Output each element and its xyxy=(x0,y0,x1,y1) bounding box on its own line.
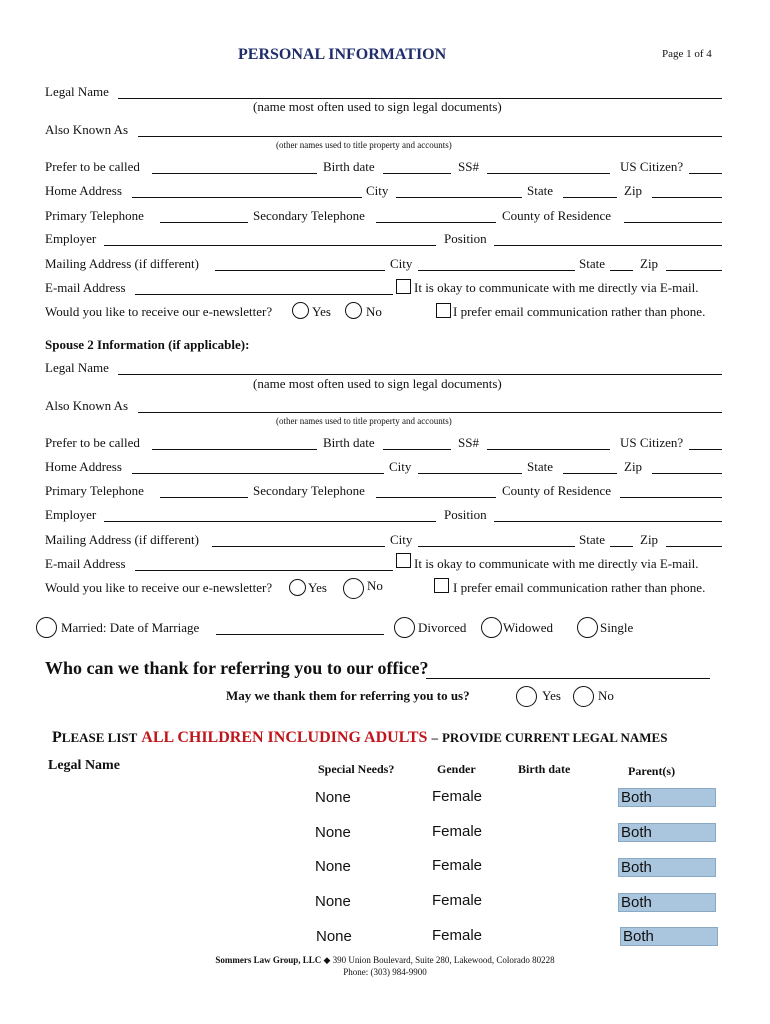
referral-yes-radio[interactable] xyxy=(516,686,537,707)
child-gender[interactable]: Female xyxy=(432,788,483,805)
spouse-primary-tel-field[interactable] xyxy=(160,483,248,498)
child-gender[interactable]: Female xyxy=(432,892,483,909)
county-field[interactable] xyxy=(624,208,722,223)
col-parents: Parent(s) xyxy=(628,764,676,778)
email-label: E-mail Address xyxy=(45,280,126,295)
spouse-city-field[interactable] xyxy=(418,459,522,474)
mailing-label: Mailing Address (if different) xyxy=(45,256,199,271)
child-special-needs[interactable]: None xyxy=(315,893,351,910)
child-parents-field[interactable]: Both xyxy=(618,858,716,877)
state-label: State xyxy=(527,183,553,198)
referral-question: Who can we thank for referring you to our office? xyxy=(45,658,429,678)
ss-field[interactable] xyxy=(487,159,610,174)
single-radio[interactable] xyxy=(577,617,598,638)
spouse-legal-name-label: Legal Name xyxy=(45,360,109,375)
spouse-citizen-field[interactable] xyxy=(689,435,722,450)
mailing-city-field[interactable] xyxy=(418,256,575,271)
spouse-city-label: City xyxy=(389,459,412,474)
primary-tel-field[interactable] xyxy=(160,208,248,223)
home-field[interactable] xyxy=(132,183,362,198)
primary-tel-label: Primary Telephone xyxy=(45,208,144,223)
spouse-mailing-label: Mailing Address (if different) xyxy=(45,532,199,547)
single-label: Single xyxy=(600,620,634,635)
aka-hint: (other names used to title property and accounts) xyxy=(276,140,452,150)
spouse-position-label: Position xyxy=(444,507,487,522)
mailing-zip-label: Zip xyxy=(640,256,659,271)
spouse-email-field[interactable] xyxy=(135,556,393,571)
spouse-zip-field[interactable] xyxy=(652,459,722,474)
referral-yes-label: Yes xyxy=(542,688,561,703)
spouse-newsletter-label: Would you like to receive our e-newsletter? xyxy=(45,580,273,595)
diamond-icon: ◆ xyxy=(323,955,331,965)
spouse-mailing-zip-field[interactable] xyxy=(666,532,722,547)
employer-label: Employer xyxy=(45,231,97,246)
home-label: Home Address xyxy=(45,183,122,198)
mailing-zip-field[interactable] xyxy=(666,256,722,271)
spouse-aka-hint: (other names used to title property and accounts) xyxy=(276,416,452,426)
prefer-label: Prefer to be called xyxy=(45,159,140,174)
spouse-prefer-field[interactable] xyxy=(152,435,317,450)
child-special-needs[interactable]: None xyxy=(316,928,352,945)
city-label: City xyxy=(366,183,389,198)
legal-name-field[interactable] xyxy=(118,84,722,99)
spouse-prefer-label: Prefer to be called xyxy=(45,435,140,450)
married-label: Married: Date of Marriage xyxy=(61,620,200,635)
aka-label: Also Known As xyxy=(45,122,129,137)
email-field[interactable] xyxy=(135,280,393,295)
citizen-field[interactable] xyxy=(689,159,722,174)
newsletter-no-radio[interactable] xyxy=(345,302,362,319)
marriage-date-field[interactable] xyxy=(216,620,384,635)
employer-field[interactable] xyxy=(104,231,436,246)
spouse-mailing-zip-label: Zip xyxy=(640,532,659,547)
married-radio[interactable] xyxy=(36,617,57,638)
referral-no-label: No xyxy=(598,688,614,703)
spouse-email-ok-checkbox[interactable] xyxy=(396,553,411,568)
zip-field[interactable] xyxy=(652,183,722,198)
referral-field[interactable] xyxy=(426,662,710,679)
col-birth-date: Birth date xyxy=(518,762,571,776)
mailing-state-label: State xyxy=(579,256,605,271)
spouse-employer-label: Employer xyxy=(45,507,97,522)
child-special-needs[interactable]: None xyxy=(315,789,351,806)
spouse-zip-label: Zip xyxy=(624,459,643,474)
spouse-aka-label: Also Known As xyxy=(45,398,129,413)
secondary-tel-field[interactable] xyxy=(376,208,496,223)
col-gender: Gender xyxy=(437,762,476,776)
widowed-radio[interactable] xyxy=(481,617,502,638)
col-special-needs: Special Needs? xyxy=(318,762,395,776)
zip-label: Zip xyxy=(624,183,643,198)
newsletter-yes-label: Yes xyxy=(312,304,331,319)
divorced-label: Divorced xyxy=(418,620,467,635)
citizen-label: US Citizen? xyxy=(620,159,684,174)
child-parents-field[interactable]: Both xyxy=(618,893,716,912)
spouse-birth-label: Birth date xyxy=(323,435,375,450)
spouse-ss-label: SS# xyxy=(458,435,479,450)
footer-line1 xyxy=(0,955,770,966)
ss-label: SS# xyxy=(458,159,479,174)
prefer-email-checkbox[interactable] xyxy=(436,303,451,318)
spouse-secondary-tel-field[interactable] xyxy=(376,483,496,498)
spouse-mailing-city-field[interactable] xyxy=(418,532,575,547)
child-special-needs[interactable]: None xyxy=(315,824,351,841)
spouse-birth-field[interactable] xyxy=(383,435,451,450)
referral-thank-label: May we thank them for referring you to us? xyxy=(226,688,470,703)
spouse-prefer-email-label: I prefer email communication rather than phone. xyxy=(453,580,706,595)
spouse-secondary-tel-label: Secondary Telephone xyxy=(253,483,365,498)
newsletter-no-label: No xyxy=(366,304,382,319)
col-legal-name: Legal Name xyxy=(48,758,120,773)
aka-field[interactable] xyxy=(138,122,722,137)
spouse-newsletter-yes-label: Yes xyxy=(308,580,327,595)
newsletter-label: Would you like to receive our e-newsletter? xyxy=(45,304,273,319)
email-ok-checkbox[interactable] xyxy=(396,279,411,294)
child-parents-field[interactable]: Both xyxy=(620,927,718,946)
mailing-field[interactable] xyxy=(215,256,385,271)
spouse-legal-name-hint: (name most often used to sign legal documents) xyxy=(253,376,502,391)
prefer-field[interactable] xyxy=(152,159,317,174)
spouse-home-field[interactable] xyxy=(132,459,384,474)
spouse-legal-name-field[interactable] xyxy=(118,360,722,375)
position-field[interactable] xyxy=(494,231,722,246)
county-label: County of Residence xyxy=(502,208,612,223)
spouse-mailing-city-label: City xyxy=(390,532,413,547)
child-gender[interactable]: Female xyxy=(432,857,483,874)
spouse-newsletter-yes-radio[interactable] xyxy=(289,579,306,596)
spouse-newsletter-no-label: No xyxy=(367,578,383,593)
divorced-radio[interactable] xyxy=(394,617,415,638)
spouse-newsletter-no-radio[interactable] xyxy=(343,578,364,599)
position-label: Position xyxy=(444,231,487,246)
spouse-county-field[interactable] xyxy=(620,483,722,498)
footer-phone: Phone: (303) 984-9900 xyxy=(343,967,427,977)
secondary-tel-label: Secondary Telephone xyxy=(253,208,365,223)
children-heading-initial: P xyxy=(52,729,62,746)
footer-address: 390 Union Boulevard, Suite 280, Lakewood, Colorado 80228 xyxy=(332,955,555,965)
child-gender[interactable]: Female xyxy=(432,823,483,840)
spouse-state-field[interactable] xyxy=(563,459,617,474)
spouse-primary-tel-label: Primary Telephone xyxy=(45,483,144,498)
page-title: PERSONAL INFORMATION xyxy=(238,46,447,63)
spouse-email-ok-label: It is okay to communicate with me directly via E-mail. xyxy=(414,556,699,571)
children-heading-dash: – xyxy=(431,730,438,745)
children-heading-rest: PROVIDE CURRENT LEGAL NAMES xyxy=(441,730,668,745)
birth-label: Birth date xyxy=(323,159,375,174)
newsletter-yes-radio[interactable] xyxy=(292,302,309,319)
spouse-citizen-label: US Citizen? xyxy=(620,435,684,450)
referral-no-radio[interactable] xyxy=(573,686,594,707)
spouse-home-label: Home Address xyxy=(45,459,122,474)
email-ok-label: It is okay to communicate with me directly via E-mail. xyxy=(414,280,699,295)
children-heading-lease: LEASE LIST xyxy=(61,730,138,745)
spouse-mailing-field[interactable] xyxy=(212,532,385,547)
children-heading xyxy=(52,729,667,747)
spouse-mailing-state-field[interactable] xyxy=(610,532,633,547)
spouse-ss-field[interactable] xyxy=(487,435,610,450)
prefer-email-label: I prefer email communication rather than phone. xyxy=(453,304,706,319)
spouse-prefer-email-checkbox[interactable] xyxy=(434,578,449,593)
birth-field[interactable] xyxy=(383,159,451,174)
spouse-employer-field[interactable] xyxy=(104,507,436,522)
legal-name-hint: (name most often used to sign legal documents) xyxy=(253,99,502,114)
spouse-state-label: State xyxy=(527,459,553,474)
spouse-email-label: E-mail Address xyxy=(45,556,126,571)
child-parents-field[interactable]: Both xyxy=(618,823,716,842)
children-heading-emphasis: ALL CHILDREN INCLUDING ADULTS xyxy=(141,729,428,746)
legal-name-label: Legal Name xyxy=(45,84,109,99)
child-parents-field[interactable]: Both xyxy=(618,788,716,807)
child-special-needs[interactable]: None xyxy=(315,858,351,875)
spouse-aka-field[interactable] xyxy=(138,398,722,413)
footer-company: Sommers Law Group, LLC xyxy=(215,955,322,965)
mailing-city-label: City xyxy=(390,256,413,271)
spouse-heading: Spouse 2 Information (if applicable): xyxy=(45,337,250,352)
spouse-mailing-state-label: State xyxy=(579,532,605,547)
state-field[interactable] xyxy=(563,183,617,198)
widowed-label: Widowed xyxy=(503,620,554,635)
spouse-county-label: County of Residence xyxy=(502,483,612,498)
mailing-state-field[interactable] xyxy=(610,256,633,271)
city-field[interactable] xyxy=(396,183,522,198)
page-number: Page 1 of 4 xyxy=(662,48,712,60)
spouse-position-field[interactable] xyxy=(494,507,722,522)
child-gender[interactable]: Female xyxy=(432,927,483,944)
